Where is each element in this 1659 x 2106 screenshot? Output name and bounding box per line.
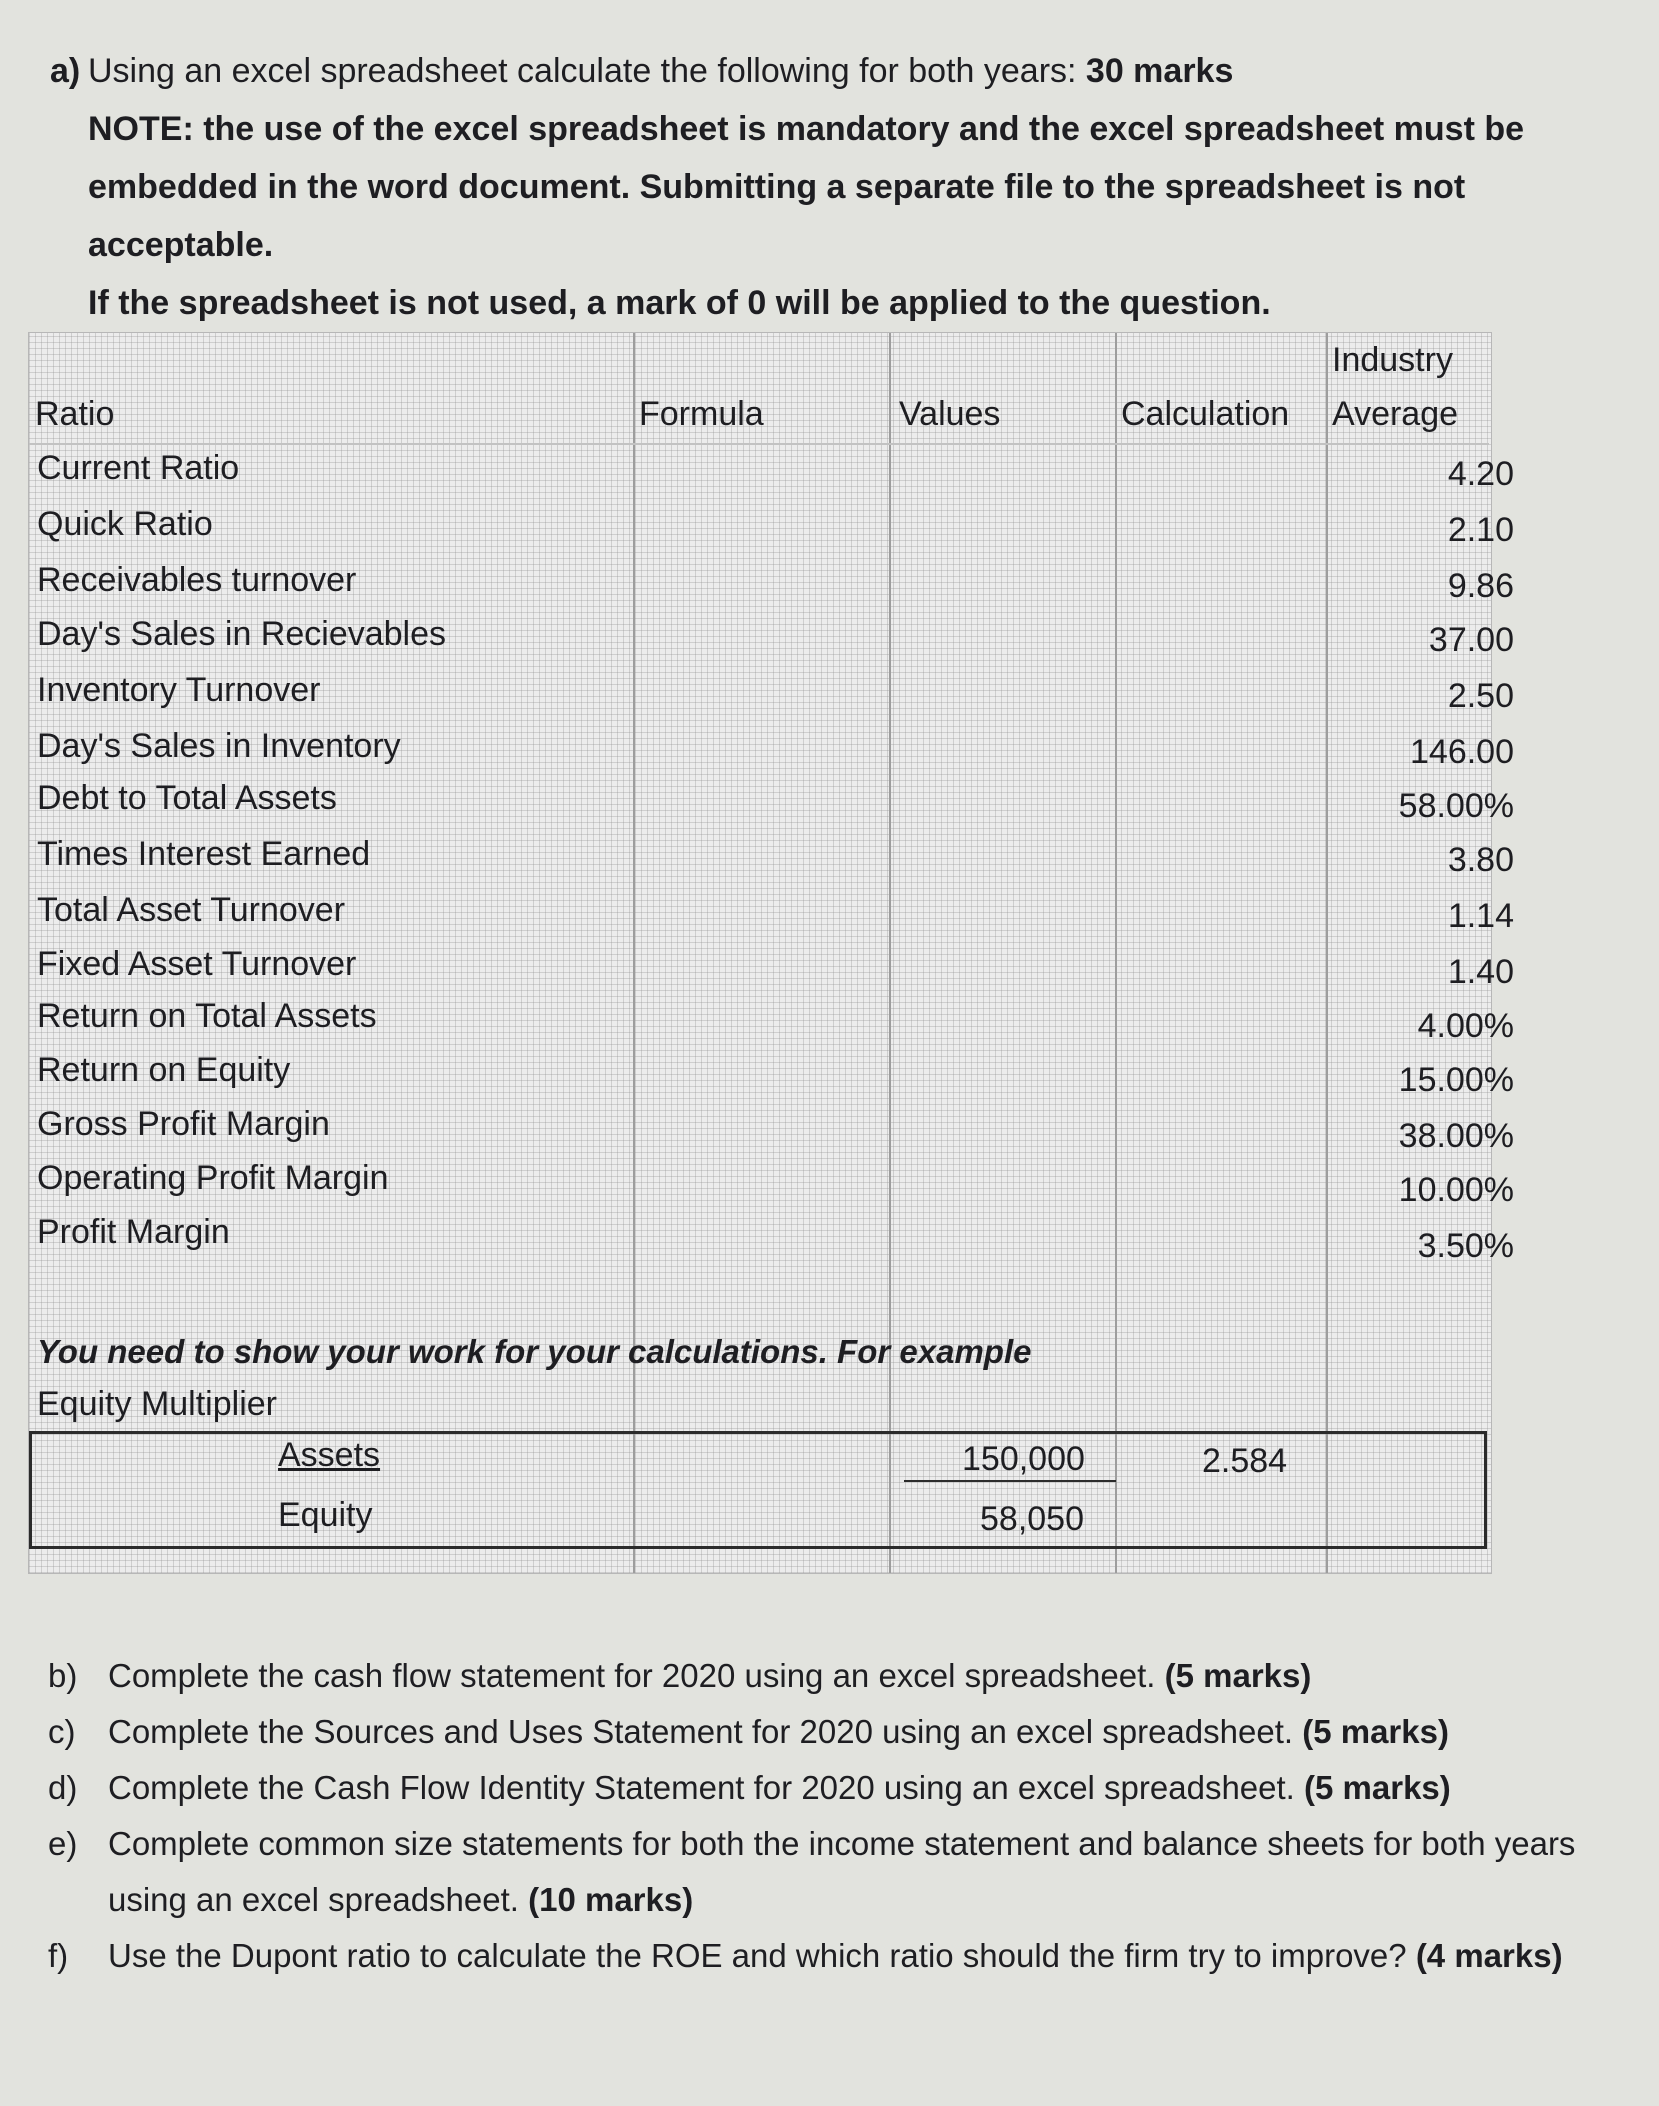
example-denominator-value: 58,050 <box>980 1500 1084 1538</box>
industry-average-value: 3.50% <box>1417 1227 1514 1265</box>
ratio-label: Current Ratio <box>37 449 240 487</box>
question-item <box>48 1760 1628 1816</box>
column-divider <box>1326 333 1328 1573</box>
question-marks: (10 marks) <box>528 1881 694 1918</box>
header-formula: Formula <box>639 395 764 433</box>
ratio-label: Day's Sales in Inventory <box>37 727 401 765</box>
column-divider <box>1115 333 1117 1573</box>
example-calculation-box <box>29 1431 1487 1549</box>
question-letter: f) <box>48 1937 69 1974</box>
question-text: Complete the cash flow statement for 2020 using an excel spreadsheet. <box>108 1657 1156 1694</box>
ratio-label: Operating Profit Margin <box>37 1159 389 1197</box>
question-text: Complete the Sources and Uses Statement for 2020 using an excel spreadsheet. <box>108 1713 1294 1750</box>
column-divider <box>889 333 891 1573</box>
header-values: Values <box>899 395 1001 433</box>
industry-average-value: 9.86 <box>1447 567 1514 605</box>
question-letter: d) <box>48 1769 78 1806</box>
note-line-3: acceptable. <box>88 226 274 264</box>
question-text: Use the Dupont ratio to calculate the ROE and which ratio should the firm try to improve? <box>108 1937 1407 1974</box>
warning-line: If the spreadsheet is not used, a mark of 0 will be applied to the question. <box>88 284 1271 322</box>
question-a <box>50 42 1610 332</box>
example-title: Equity Multiplier <box>37 1385 277 1423</box>
ratio-label: Receivables turnover <box>37 561 357 599</box>
question-item <box>48 1648 1628 1704</box>
industry-average-value: 37.00 <box>1428 621 1514 659</box>
industry-average-value: 10.00% <box>1398 1171 1514 1209</box>
question-letter: b) <box>48 1657 78 1694</box>
industry-average-value: 146.00 <box>1410 733 1514 771</box>
question-a-letter: a) <box>50 52 81 90</box>
question-letter: e) <box>48 1825 78 1862</box>
question-text: Complete common size statements for both the income statement and balance sheets for both years using an excel spreadsheet. <box>108 1825 1576 1918</box>
ratio-label: Fixed Asset Turnover <box>37 945 357 983</box>
ratio-label: Times Interest Earned <box>37 835 371 873</box>
example-numerator-label: Assets <box>278 1436 381 1474</box>
work-note: You need to show your work for your calculations. For example <box>37 1333 1032 1370</box>
industry-average-value: 1.40 <box>1447 953 1514 991</box>
question-text: Complete the Cash Flow Identity Statement for 2020 using an excel spreadsheet. <box>108 1769 1295 1806</box>
question-marks: (4 marks) <box>1415 1937 1563 1974</box>
ratio-label: Total Asset Turnover <box>37 891 346 929</box>
ratio-label: Gross Profit Margin <box>37 1105 330 1143</box>
industry-average-value: 4.20 <box>1447 455 1514 493</box>
ratio-label: Return on Total Assets <box>37 997 377 1035</box>
header-industry-line2: Average <box>1332 395 1459 433</box>
ratio-label: Inventory Turnover <box>37 671 321 709</box>
industry-average-value: 58.00% <box>1398 787 1514 825</box>
example-result: 2.584 <box>1202 1442 1288 1480</box>
ratio-label: Day's Sales in Recievables <box>37 615 447 653</box>
example-numerator-value: 150,000 <box>962 1440 1085 1478</box>
question-item <box>48 1704 1628 1760</box>
question-list <box>48 1648 1628 1984</box>
industry-average-value: 2.10 <box>1447 511 1514 549</box>
ratio-label: Return on Equity <box>37 1051 291 1089</box>
question-a-marks: 30 marks <box>1085 52 1234 90</box>
note-line-2: embedded in the word document. Submitting a separate file to the spreadsheet is not <box>88 168 1466 206</box>
fraction-line <box>904 1480 1116 1482</box>
question-marks: (5 marks) <box>1164 1657 1312 1694</box>
industry-average-value: 3.80 <box>1447 841 1514 879</box>
column-divider <box>633 333 635 1573</box>
industry-average-value: 1.14 <box>1447 897 1514 935</box>
question-a-lead: Using an excel spreadsheet calculate the following for both years: <box>88 52 1077 90</box>
note-line-1: NOTE: the use of the excel spreadsheet is mandatory and the excel spreadsheet must be <box>88 110 1525 148</box>
question-item <box>48 1816 1628 1928</box>
example-denominator-label: Equity <box>278 1496 373 1534</box>
ratio-label: Debt to Total Assets <box>37 779 337 817</box>
header-divider <box>29 443 1489 445</box>
ratio-label: Profit Margin <box>37 1213 230 1251</box>
header-ratio: Ratio <box>35 395 115 433</box>
header-calculation: Calculation <box>1121 395 1290 433</box>
industry-average-value: 38.00% <box>1398 1117 1514 1155</box>
industry-average-value: 4.00% <box>1417 1007 1514 1045</box>
ratio-spreadsheet <box>28 332 1514 1574</box>
question-marks: (5 marks) <box>1302 1713 1449 1750</box>
question-letter: c) <box>48 1713 76 1750</box>
question-item <box>48 1928 1628 1984</box>
industry-average-value: 2.50 <box>1447 677 1514 715</box>
ratio-label: Quick Ratio <box>37 505 213 543</box>
industry-average-value: 15.00% <box>1398 1061 1514 1099</box>
header-industry-line1: Industry <box>1332 341 1453 379</box>
question-marks: (5 marks) <box>1304 1769 1451 1806</box>
